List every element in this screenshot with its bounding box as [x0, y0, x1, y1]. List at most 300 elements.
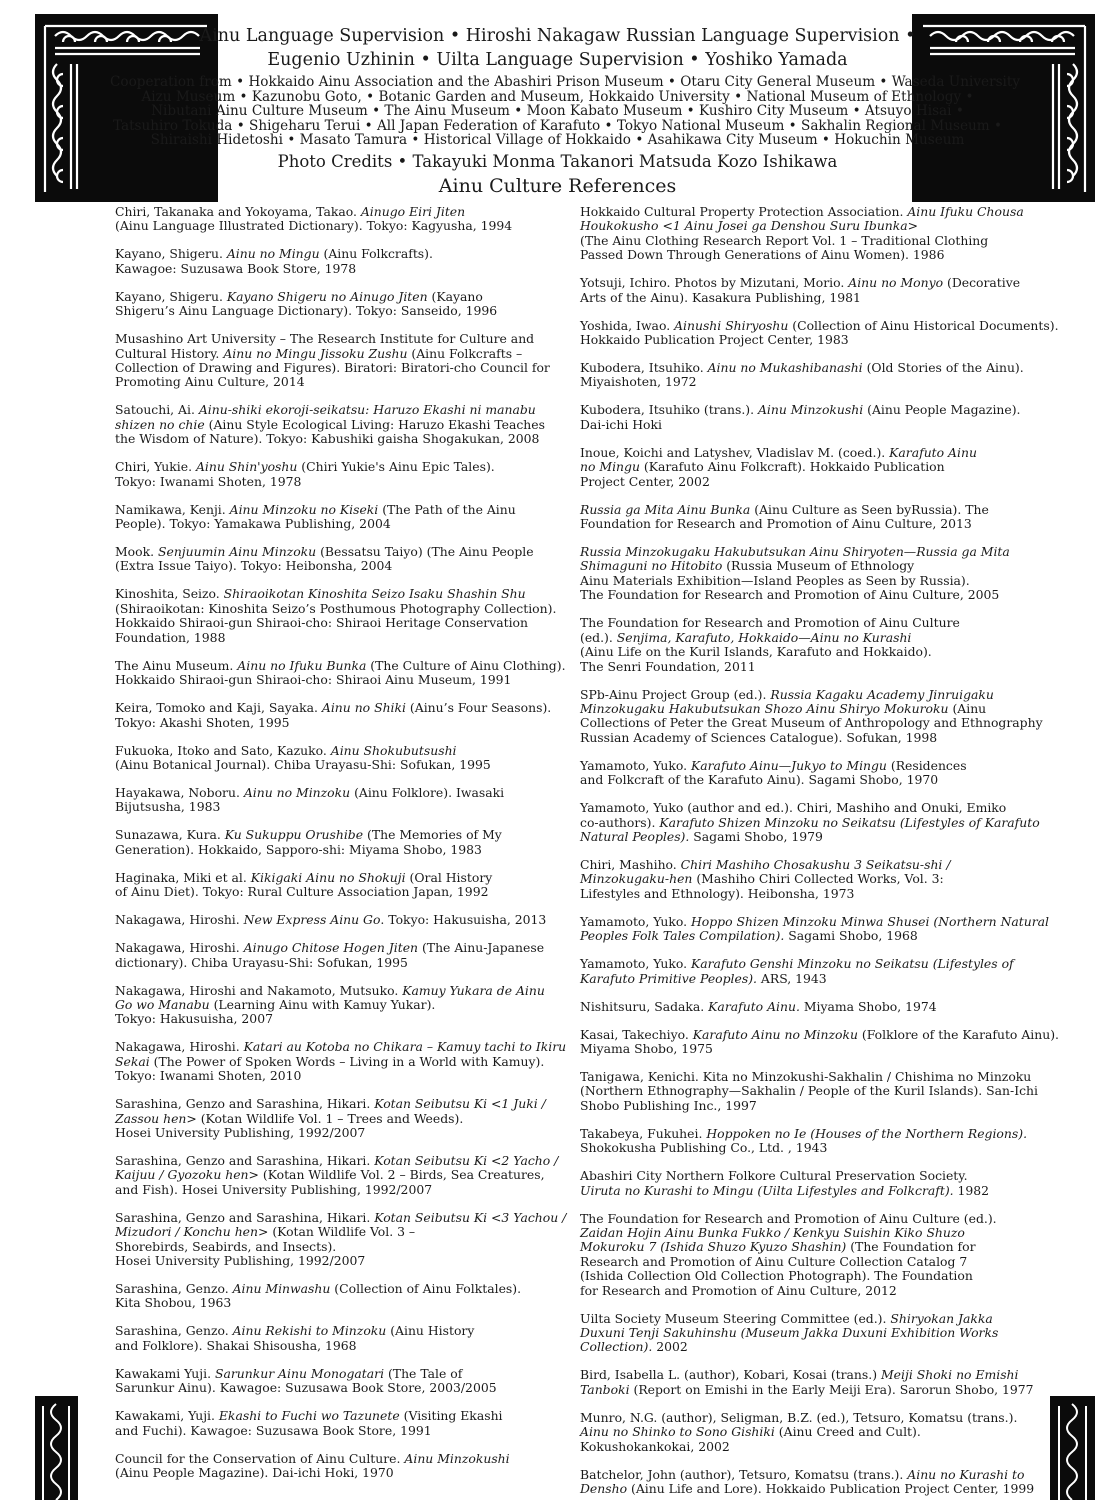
reference-line — [115, 716, 560, 730]
reference-text: Sarashina, Genzo. — [115, 1281, 233, 1296]
reference-text: Nakagawa, Hiroshi and Nakamoto, Mutsuko. — [115, 982, 403, 998]
reference-text: (The Foundation for — [846, 1239, 976, 1255]
reference-line — [580, 333, 1060, 347]
reference-line — [115, 545, 560, 559]
reference-entry — [115, 503, 560, 532]
reference-title-italic: Kamuy Yukara de Ainu — [402, 982, 545, 998]
reference-text: Shokokusha Publishing Co., Ltd. , 1943 — [580, 1140, 828, 1156]
reference-entry — [580, 616, 1060, 674]
reference-line — [115, 602, 560, 616]
reference-title-italic: Ainu Minzokushi — [757, 402, 864, 418]
reference-text: Tokyo: Hakusuisha, 2007 — [115, 1011, 273, 1027]
reference-line — [580, 1141, 1060, 1155]
reference-line — [580, 1425, 1060, 1439]
reference-title-italic: Ainu no Shiki — [321, 700, 406, 716]
reference-title-italic: Go wo Manabu — [115, 996, 210, 1012]
reference-line — [115, 1168, 560, 1182]
reference-line — [115, 1209, 567, 1225]
reference-title-italic: Tanboki — [580, 1381, 630, 1397]
reference-title-italic: Zaidan Hojin Ainu Bunka Fukko / Kenkyu Suishin Kiko Shuzo — [580, 1225, 965, 1240]
reference-text: Generation). Hokkaido, Sapporo-shi: Miyama Shobo, 1983 — [115, 841, 482, 857]
reference-line — [115, 332, 560, 346]
reference-text: Fukuoka, Itoko and Sato, Kazuko. — [115, 742, 331, 758]
reference-title-italic: Minzokugaku-hen — [580, 871, 693, 887]
reference-text: (Learning Ainu with Kamuy Yukar). — [209, 996, 436, 1012]
reference-text: (Ainu Folkcrafts). — [319, 246, 433, 262]
reference-title-italic: Shiraoikotan Kinoshita Seizo Isaku Shashin Shu — [223, 586, 526, 602]
reference-line — [580, 1312, 1060, 1326]
reference-title-italic: Kotan Seibutsu Ki <3 Yachou / — [374, 1209, 567, 1225]
reference-text: Inoue, Koichi and Latyshev, Vladislav M. (coed.). — [580, 444, 890, 460]
reference-text: Sarunkur Ainu). Kawagoe: Suzusawa Book Store, 2003/2005 — [115, 1380, 497, 1396]
reference-title-italic: Ainugo Chitose Hogen Jiten — [243, 940, 419, 956]
reference-line — [580, 1240, 1060, 1254]
reference-line — [115, 403, 560, 417]
reference-text: Chiri, Yukie. — [115, 459, 196, 475]
reference-line — [115, 418, 560, 432]
reference-text: Kita Shobou, 1963 — [115, 1295, 232, 1311]
reference-line — [580, 1169, 1060, 1183]
reference-line — [580, 645, 1060, 659]
reference-text: Munro, N.G. (author), Seligman, B.Z. (ed.), Tetsuro, Komatsu (trans.). — [580, 1409, 1018, 1425]
reference-text: Collections of Peter the Great Museum of Anthropology and Ethnography — [580, 715, 1043, 731]
reference-text: Sarashina, Genzo and Sarashina, Hikari. — [115, 1096, 375, 1112]
reference-text: (Northern Ethnography—Sakhalin / People of the Kuril Islands). San-Ichi — [580, 1083, 1038, 1099]
reference-text: Hokkaido Shiraoi-gun Shiraoi-cho: Shiraoi Heritage Conservation — [115, 615, 528, 631]
reference-text: and Folkcraft of the Karafuto Ainu). Sagami Shobo, 1970 — [580, 772, 939, 788]
reference-text: (Collection of Ainu Folktales). — [330, 1281, 522, 1296]
reference-title-italic: Ainu no Mingu — [226, 246, 320, 262]
reference-line — [115, 1154, 560, 1168]
reference-text: (Visiting Ekashi — [399, 1408, 503, 1424]
reference-text: Shigeru’s Ainu Language Dictionary). Tokyo: Sanseido, 1996 — [115, 303, 498, 319]
reference-entry — [580, 1468, 1060, 1497]
reference-text: Tokyo: Akashi Shoten, 1995 — [115, 714, 290, 730]
reference-title-italic: Zassou hen> — [115, 1110, 197, 1126]
reference-line — [580, 248, 1060, 262]
reference-text: Mook. — [115, 544, 158, 560]
reference-text: The Ainu Museum. — [115, 657, 238, 673]
reference-entry — [115, 460, 560, 489]
reference-line — [580, 1099, 1060, 1113]
reference-entry — [115, 290, 560, 319]
reference-line — [580, 1440, 1060, 1454]
reference-line — [115, 290, 560, 304]
reference-line — [580, 816, 1060, 830]
cooperation-line: Tatsuhiro Tokuda • Shigeharu Terui • All Japan Federation of Karafuto • Tokyo National Museum • Sakhalin Regional Museum • — [112, 117, 1003, 134]
reference-line — [580, 1383, 1060, 1397]
reference-text: Kubodera, Itsuhiko. — [580, 360, 708, 376]
reference-text: Hosei University Publishing, 1992/2007 — [115, 1253, 366, 1268]
reference-line — [115, 1097, 560, 1111]
reference-text: Yoshida, Iwao. — [580, 317, 675, 333]
reference-title-italic: Ainu Minzokushi — [404, 1450, 510, 1466]
reference-line — [580, 361, 1060, 375]
ainu-pattern-corner-bottom-left — [35, 1396, 78, 1500]
reference-text: (Collection of Ainu Historical Documents). — [788, 317, 1059, 333]
reference-title-italic: Senjuumin Ainu Minzoku — [158, 544, 317, 560]
reference-title-italic: Kotan Seibutsu Ki <1 Juki / — [374, 1096, 546, 1112]
reference-entry — [115, 247, 560, 276]
reference-line — [580, 446, 1060, 460]
reference-text: Miyama Shobo, 1975 — [580, 1040, 713, 1056]
reference-text: Nakagawa, Hiroshi. — [115, 1039, 244, 1055]
reference-entry — [580, 403, 1060, 432]
reference-title-italic: Ekashi to Fuchi wo Tazunete — [218, 1408, 400, 1424]
reference-text: Yamamoto, Yuko. — [580, 956, 691, 972]
reference-text: (The Culture of Ainu Clothing). — [366, 657, 566, 673]
reference-line — [115, 219, 560, 233]
reference-line — [580, 929, 1060, 943]
reference-line — [115, 1254, 560, 1268]
reference-title-italic: Peoples Folk Tales Compilation). — [580, 928, 785, 944]
reference-text: Musashino Art University – The Research Institute for Culture and — [115, 331, 535, 347]
reference-line — [115, 786, 560, 800]
reference-line — [115, 559, 560, 573]
reference-text: the Wisdom of Nature). Tokyo: Kabushiki gaisha Shogakukan, 2008 — [115, 431, 540, 447]
reference-title-italic: Mizudori / Konchu hen> — [115, 1224, 269, 1240]
reference-entry — [580, 446, 1060, 489]
reference-title-italic: Densho — [580, 1481, 628, 1497]
reference-text: Tokyo: Iwanami Shoten, 2010 — [115, 1068, 302, 1084]
reference-line — [115, 1424, 560, 1438]
reference-title-italic: Ainu Shin'yoshu — [195, 459, 298, 475]
reference-line — [580, 702, 1060, 716]
reference-line — [580, 1326, 1060, 1340]
reference-text: The Foundation for Research and Promotion of Ainu Culture, 2005 — [580, 587, 1000, 603]
reference-text: (Folklore of the Karafuto Ainu). — [857, 1026, 1059, 1042]
reference-text: The Senri Foundation, 2011 — [580, 658, 756, 674]
cooperation-credits — [110, 74, 1021, 149]
reference-title-italic: Ainu no Mukashibanashi — [707, 360, 863, 376]
references-left-column — [115, 204, 567, 1494]
reference-line — [115, 984, 560, 998]
reference-text: and Fuchi). Kawagoe: Suzusawa Book Store, 1991 — [115, 1422, 432, 1438]
reference-text: (Ainu Culture as Seen byRussia). The — [750, 501, 989, 517]
reference-text: Uilta Society Museum Steering Committee (ed.). — [580, 1310, 891, 1326]
reference-line — [580, 574, 1060, 588]
reference-text: Foundation, 1988 — [115, 629, 226, 645]
reference-line — [580, 559, 1060, 573]
reference-line — [115, 1409, 560, 1423]
reference-text: (Ainu — [948, 700, 987, 716]
reference-entry — [580, 688, 1060, 746]
reference-title-italic: Ainu no Monyo — [848, 275, 944, 291]
reference-entry — [115, 786, 560, 815]
reference-line — [580, 1269, 1060, 1283]
reference-text: Satouchi, Ai. — [115, 402, 199, 418]
cooperation-line: Nibutani Ainu Culture Museum • The Ainu Museum • Moon Kabato Museum • Kushiro City Museum • Atsuyo Hisai • — [151, 103, 964, 120]
reference-line — [580, 830, 1060, 844]
reference-title-italic: New Express Ainu Go — [243, 912, 381, 928]
reference-entry — [580, 1028, 1060, 1057]
reference-title-italic: Karafuto Genshi Minzoku no Seikatsu (Lifestyles of — [690, 956, 1014, 972]
reference-line — [115, 1039, 567, 1055]
reference-title-italic: Hoppoken no Ie (Houses of the Northern Regions). — [706, 1125, 1028, 1141]
reference-entry — [115, 205, 560, 234]
reference-line — [115, 758, 560, 772]
reference-line — [115, 800, 560, 814]
reference-line — [115, 1452, 560, 1466]
reference-line — [580, 545, 1060, 559]
reference-entry — [580, 361, 1060, 390]
reference-entry — [115, 1324, 560, 1353]
reference-entry — [115, 1209, 567, 1269]
reference-text: Nakagawa, Hiroshi. — [115, 912, 244, 928]
reference-title-italic: Houkokusho <1 Ainu Josei ga Denshou Suru Ibunka> — [580, 218, 919, 234]
reference-text: (The Path of the Ainu — [378, 501, 516, 517]
reference-line — [115, 885, 560, 899]
reference-title-italic: Minzokugaku Hakubutsukan Shozo Ainu Shiryo Mokuroku — [580, 700, 949, 716]
reference-line — [580, 915, 1060, 929]
reference-text: Kubodera, Itsuhiko (trans.). — [580, 402, 758, 418]
reference-line — [580, 219, 1060, 233]
reference-title-italic: Karafuto Primitive Peoples). — [580, 970, 757, 986]
reference-entry — [580, 205, 1060, 263]
reference-text: Sarashina, Genzo. — [115, 1323, 233, 1339]
reference-title-italic: Kikigaki Ainu no Shokuji — [250, 869, 406, 885]
reference-line — [115, 998, 560, 1012]
reference-entry — [115, 657, 566, 688]
reference-text: Haginaka, Miki et al. — [115, 869, 251, 885]
reference-line — [115, 247, 560, 261]
reference-text: Cultural History. — [115, 345, 224, 361]
reference-entry — [580, 1368, 1060, 1397]
reference-title-italic: Ainu Rekishi to Minzoku — [232, 1323, 387, 1339]
reference-line — [115, 347, 560, 361]
reference-title-italic: shizen no chie — [115, 416, 205, 432]
reference-title-italic: Russia Minzokugaku Hakubutsukan Ainu Shiryoten—Russia ga Mita — [580, 544, 1010, 560]
reference-entry — [115, 332, 560, 390]
reference-text: Kawakami Yuji. — [115, 1365, 215, 1381]
reference-entry — [580, 801, 1060, 844]
reference-text: Sagami Shobo, 1968 — [784, 928, 918, 944]
reference-text: (Kotan Wildlife Vol. 1 – Trees and Weeds). — [196, 1110, 464, 1126]
reference-title-italic: Ainu Shokubutsushi — [330, 742, 457, 758]
reference-entry — [580, 319, 1060, 348]
reference-text: Lifestyles and Ethnology). Heibonsha, 1973 — [580, 885, 855, 901]
reference-line — [115, 460, 560, 474]
photo-credits: Photo Credits • Takayuki Monma Takanori Matsuda Kozo Ishikawa — [277, 152, 838, 171]
reference-line — [580, 1226, 1060, 1240]
reference-line — [580, 660, 1060, 674]
reference-text: Kawagoe: Suzusawa Book Store, 1978 — [115, 260, 357, 276]
reference-line — [115, 956, 560, 970]
reference-text: Research and Promotion of Ainu Culture Collection Catalog 7 — [580, 1253, 968, 1269]
reference-line — [580, 858, 1060, 872]
reference-line — [115, 304, 560, 318]
reference-line — [580, 1184, 1060, 1198]
reference-line — [580, 403, 1060, 417]
reference-title-italic: Ainu no Shinko to Sono Gishiki — [580, 1424, 775, 1440]
reference-text: Abashiri City Northern Folkore Cultural Preservation Society. — [580, 1168, 968, 1184]
reference-title-italic: Natural Peoples). — [580, 828, 690, 844]
reference-line — [580, 616, 1060, 630]
reference-entry — [580, 545, 1060, 603]
reference-text: (The Memories of My — [363, 827, 502, 843]
reference-text: dictionary). Chiba Urayasu-Shi: Sofukan, 1995 — [115, 954, 408, 970]
reference-title-italic: Karafuto Ainu—Jukyo to Mingu — [690, 757, 887, 773]
reference-line — [115, 1112, 560, 1126]
reference-line — [115, 913, 560, 927]
reference-text: (Ainu Language Illustrated Dictionary). Tokyo: Kagyusha, 1994 — [115, 218, 513, 234]
reference-entry — [115, 1039, 567, 1084]
reference-line — [580, 319, 1060, 333]
reference-title-italic: Karafuto Ainu. — [708, 998, 800, 1014]
reference-line — [115, 587, 560, 601]
reference-text: (Oral History — [405, 869, 493, 885]
reference-text: Council for the Conservation of Ainu Culture. — [115, 1450, 405, 1466]
reference-text: Hosei University Publishing, 1992/2007 — [115, 1124, 366, 1140]
reference-line — [115, 616, 560, 630]
reference-text: Ainu Materials Exhibition—Island Peoples as Seen by Russia). — [580, 572, 970, 588]
reference-line — [115, 1225, 560, 1239]
reference-title-italic: Karafuto Shizen Minzoku no Seikatsu (Lifestyles of Karafuto — [659, 814, 1040, 830]
reference-title-italic: Sekai — [115, 1053, 150, 1069]
reference-text: and Folklore). Shakai Shisousha, 1968 — [115, 1337, 357, 1353]
reference-text: (Kotan Wildlife Vol. 2 – Birds, Sea Creatures, — [258, 1167, 545, 1183]
reference-entry — [580, 1127, 1060, 1156]
reference-entry — [115, 1409, 560, 1438]
reference-line — [580, 375, 1060, 389]
reference-line — [115, 1012, 560, 1026]
reference-line — [580, 276, 1060, 290]
reference-title-italic: Ainu Minzoku no Kiseki — [229, 501, 379, 517]
reference-line — [580, 688, 1060, 702]
reference-text: ARS, 1943 — [756, 970, 827, 986]
reference-line — [580, 731, 1060, 745]
reference-line — [115, 1367, 560, 1381]
reference-line — [580, 475, 1060, 489]
reference-line — [580, 631, 1060, 645]
reference-entry — [115, 744, 560, 773]
reference-title-italic: Ainu no Ifuku Bunka — [237, 657, 367, 673]
reference-entry — [580, 957, 1060, 986]
reference-line — [580, 588, 1060, 602]
reference-text: (Shiraoikotan: Kinoshita Seizo’s Posthumous Photography Collection). — [115, 600, 557, 616]
reference-title-italic: Russia ga Mita Ainu Bunka — [580, 501, 751, 517]
reference-line — [115, 1324, 560, 1338]
reference-text: Kasai, Takechiyo. — [580, 1026, 693, 1042]
reference-entry — [115, 984, 560, 1027]
reference-entry — [580, 503, 1060, 532]
supervision-line: Ainu Language Supervision • Hiroshi Nakagaw Russian Language Supervision • — [199, 26, 916, 46]
reference-text: Sunazawa, Kura. — [115, 827, 225, 843]
reference-line — [115, 432, 560, 446]
reference-title-italic: Ainugo Eiri Jiten — [360, 204, 466, 219]
reference-entry — [115, 587, 560, 645]
reference-line — [580, 1084, 1060, 1098]
reference-text: The Foundation for Research and Promotion of Ainu Culture (ed.). — [580, 1210, 997, 1226]
reference-line — [115, 1339, 560, 1353]
reference-line — [580, 872, 1060, 886]
reference-text: (Ainu Folklore). Iwasaki — [350, 784, 505, 800]
reference-line — [580, 1070, 1060, 1084]
cooperation-line: Aizu Museum • Kazunobu Goto, • Botanic Garden and Museum, Hokkaido University • National Museum of Ethnology • — [141, 88, 974, 105]
reference-text: Yamamoto, Yuko. — [580, 913, 691, 929]
reference-line — [580, 1028, 1060, 1042]
reference-line — [580, 1468, 1060, 1482]
reference-text: Kinoshita, Seizo. — [115, 586, 224, 602]
reference-entry — [580, 759, 1060, 788]
reference-title-italic: Ainu no Mingu Jissoku Zushu — [223, 345, 408, 361]
reference-text: Batchelor, John (author), Tetsuro, Komatsu (trans.). — [580, 1466, 908, 1482]
reference-text: Sagami Shobo, 1979 — [689, 828, 823, 844]
reference-line — [115, 1240, 560, 1254]
reference-line — [580, 1042, 1060, 1056]
reference-line — [115, 361, 560, 375]
reference-text: Nishitsuru, Sadaka. — [580, 998, 709, 1014]
reference-title-italic: Chiri Mashiho Chosakushu 3 Seikatsu-shi / — [680, 856, 951, 872]
reference-line — [115, 828, 560, 842]
reference-line — [580, 1255, 1060, 1269]
reference-text: Hokkaido Cultural Property Protection Association. — [580, 204, 908, 219]
reference-line — [115, 871, 560, 885]
reference-title-italic: Shimaguni no Hitobito — [580, 558, 723, 574]
reference-title-italic: Kaijuu / Gyozoku hen> — [115, 1167, 259, 1183]
reference-text: (Kayano — [427, 288, 483, 304]
reference-text: Kawakami, Yuji. — [115, 1408, 219, 1424]
reference-line — [580, 773, 1060, 787]
reference-title-italic: Uiruta no Kurashi to Mingu (Uilta Lifestyles and Folkcraft). — [580, 1182, 954, 1198]
reference-text: Promoting Ainu Culture, 2014 — [115, 374, 305, 390]
reference-entry — [115, 1154, 560, 1197]
reference-line — [115, 941, 560, 955]
reference-line — [580, 1411, 1060, 1425]
reference-entry — [580, 1070, 1060, 1113]
reference-text: Kokushokankokai, 2002 — [580, 1438, 730, 1454]
reference-text: (Ainu People Magazine). Dai-ichi Hoki, 1970 — [115, 1465, 394, 1481]
reference-text: Arts of the Ainu). Kasakura Publishing, 1981 — [580, 289, 861, 305]
reference-title-italic: Collection). — [580, 1339, 653, 1355]
reference-line — [115, 1381, 560, 1395]
reference-line — [115, 1282, 560, 1296]
reference-entry — [115, 1367, 560, 1396]
reference-text: Hokkaido Publication Project Center, 1983 — [580, 332, 849, 348]
reference-text: . Tokyo: Hakusuisha, 2013 — [380, 912, 547, 928]
reference-text: co-authors). — [580, 814, 660, 830]
reference-text: 1982 — [953, 1182, 990, 1198]
reference-title-italic: Karafuto Ainu no Minzoku — [692, 1026, 858, 1042]
reference-line — [580, 291, 1060, 305]
reference-line — [580, 1127, 1060, 1141]
reference-entry — [580, 1169, 1060, 1198]
reference-text: (The Power of Spoken Words – Living in a World with Kamuy). — [149, 1053, 545, 1069]
reference-title-italic: no Mingu — [580, 459, 640, 475]
reference-text: SPb-Ainu Project Group (ed.). — [580, 686, 771, 702]
reference-text: Miyaishoten, 1972 — [580, 374, 697, 390]
reference-title-italic: Karafuto Ainu — [889, 444, 977, 460]
reference-text: Project Center, 2002 — [580, 473, 710, 489]
reference-text: (The Ainu Clothing Research Report Vol. 1 – Traditional Clothing — [580, 232, 989, 248]
supervision-credits — [110, 24, 1005, 72]
reference-text: Hokkaido Shiraoi-gun Shiraoi-cho: Shiraoi Ainu Museum, 1991 — [115, 672, 512, 688]
reference-line — [115, 1126, 560, 1140]
reference-line — [115, 843, 560, 857]
reference-line — [580, 234, 1060, 248]
reference-text: (Ainu People Magazine). — [863, 402, 1021, 418]
reference-title-italic: Kotan Seibutsu Ki <2 Yacho / — [374, 1152, 559, 1168]
reference-line — [115, 1183, 560, 1197]
reference-line — [580, 460, 1060, 474]
reference-text: (The Ainu-Japanese — [418, 940, 545, 956]
references-right-column — [580, 205, 1060, 1510]
reference-line — [115, 1296, 560, 1310]
reference-line — [580, 957, 1060, 971]
reference-text: Shobo Publishing Inc., 1997 — [580, 1097, 757, 1113]
reference-text: (Old Stories of the Ainu). — [862, 360, 1024, 376]
reference-text: (Ainu Life and Lore). Hokkaido Publication Project Center, 1999 — [627, 1481, 1035, 1497]
